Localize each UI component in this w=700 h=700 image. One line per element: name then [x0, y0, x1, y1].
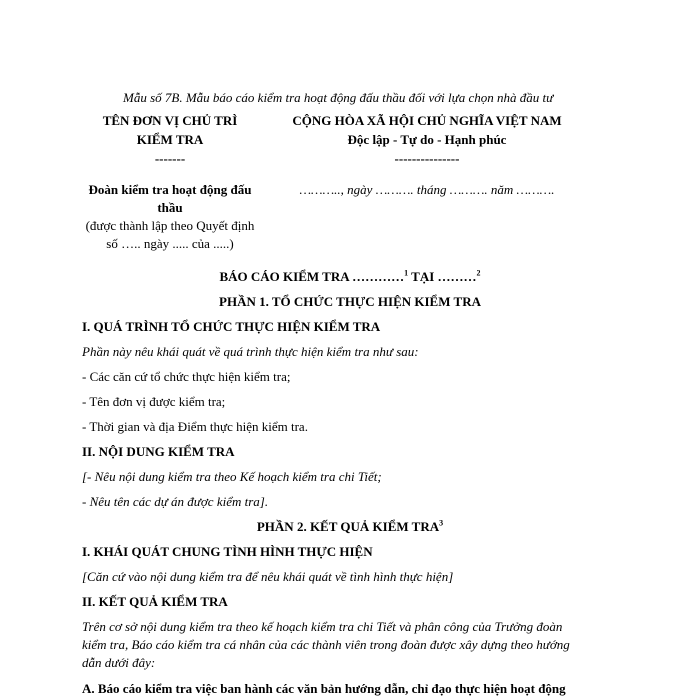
footnote-2-marker: 2: [476, 268, 481, 278]
section1-title: I. QUÁ TRÌNH TỔ CHỨC THỰC HIỆN KIỂM TRA: [82, 319, 381, 334]
section2-item-2: - Nêu tên các dự án được kiểm tra].: [82, 494, 269, 509]
national-rule: ---------------: [394, 151, 460, 166]
section2-item-1: [- Nêu nội dung kiểm tra theo Kế hoạch kiểm tra chi Tiết;: [82, 469, 382, 484]
part2-title: [0, 519, 700, 535]
p2-section2-line-1: Trên cơ sở nội dung kiểm tra theo kế hoạch kiểm tra chi Tiết và phân công của Trưởng đoàn: [82, 619, 563, 634]
national-title: CỘNG HÒA XÃ HỘI CHỦ NGHĨA VIỆT NAM: [292, 113, 562, 128]
form-caption: Mẫu số 7B. Mẫu báo cáo kiểm tra hoạt động đấu thầu đối với lựa chọn nhà đầu tư: [123, 90, 554, 105]
date-line: ……….., ngày ………. tháng ………. năm ……….: [299, 182, 555, 197]
unit-name-rule: -------: [154, 151, 186, 166]
part2-title-text: PHẦN 2. KẾT QUẢ KIỂM TRA: [256, 519, 440, 534]
team-line1: Đoàn kiểm tra hoạt động đấu: [88, 182, 252, 197]
footnote-3-marker: 3: [439, 518, 444, 528]
section-a-title: A. Báo cáo kiểm tra việc ban hành các văn bản hướng dẫn, chỉ đạo thực hiện hoạt động: [82, 681, 566, 696]
report-title-text-a: BÁO CÁO KIỂM TRA …………: [219, 269, 405, 284]
team-line4: số ….. ngày ..... của .....): [106, 236, 234, 251]
section2-title: II. NỘI DUNG KIỂM TRA: [82, 444, 235, 459]
team-line3: (được thành lập theo Quyết định: [85, 218, 255, 233]
section1-intro: Phần này nêu khái quát về quá trình thực hiện kiểm tra như sau:: [82, 344, 419, 359]
unit-name-line1: TÊN ĐƠN VỊ CHỦ TRÌ: [102, 113, 238, 128]
p2-section2-title: II. KẾT QUẢ KIỂM TRA: [82, 594, 228, 609]
p2-section1-text: [Căn cứ vào nội dung kiểm tra để nêu khái quát về tình hình thực hiện]: [82, 569, 454, 584]
report-title: [0, 269, 700, 285]
team-line2: thầu: [157, 200, 183, 215]
section1-item-3: - Thời gian và địa Điểm thực hiện kiểm tra.: [82, 419, 308, 434]
national-motto: Độc lập - Tự do - Hạnh phúc: [347, 132, 507, 147]
part1-title: PHẦN 1. TỔ CHỨC THỰC HIỆN KIỂM TRA: [219, 294, 481, 309]
p2-section1-title: I. KHÁI QUÁT CHUNG TÌNH HÌNH THỰC HIỆN: [82, 544, 373, 559]
unit-name-line2: KIỂM TRA: [136, 132, 204, 147]
p2-section2-line-3: dẫn dưới đây:: [82, 655, 156, 670]
section1-item-1: - Các căn cứ tổ chức thực hiện kiểm tra;: [82, 369, 291, 384]
p2-section2-line-2: kiểm tra, Báo cáo kiểm tra cá nhân của các thành viên trong đoàn được xây dựng theo hướng: [82, 637, 570, 652]
report-title-text-b: TẠI ………: [408, 269, 477, 284]
section1-item-2: - Tên đơn vị được kiểm tra;: [82, 394, 226, 409]
footnote-1-marker: 1: [404, 268, 409, 278]
